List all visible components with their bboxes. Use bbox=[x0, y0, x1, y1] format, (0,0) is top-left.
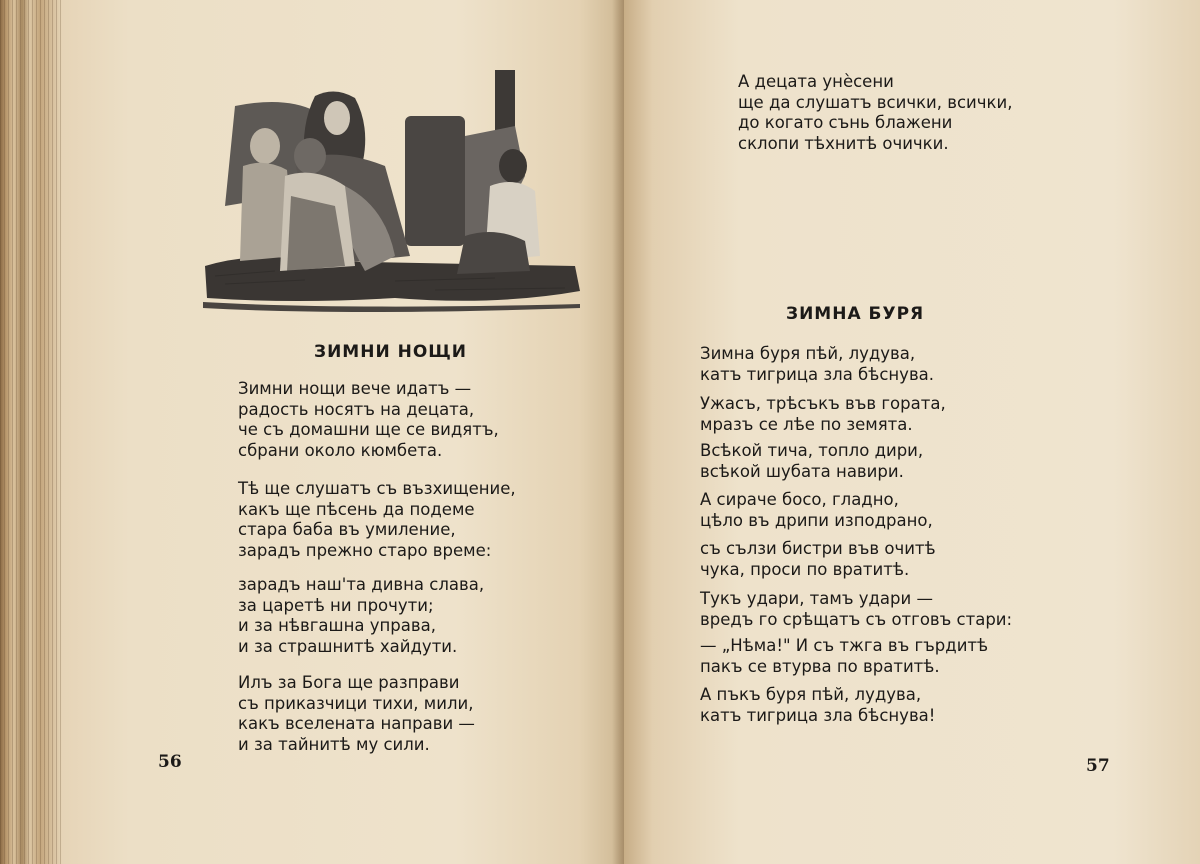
stanza bbox=[700, 539, 936, 580]
verse-line: и за тайнитѣ му сили. bbox=[238, 734, 430, 754]
verse-line: пакъ се втурва по вратитѣ. bbox=[700, 656, 940, 676]
verse-line: радость носятъ на децата, bbox=[238, 399, 475, 419]
left-page bbox=[62, 0, 624, 864]
verse-line: стара баба въ умиление, bbox=[238, 520, 456, 539]
verse-line: сбрани около кюмбета. bbox=[238, 440, 443, 460]
page-edges bbox=[0, 0, 62, 864]
verse-line: Тѣ ще слушатъ съ възхищение, bbox=[238, 479, 516, 498]
woodcut-illustration bbox=[195, 66, 585, 330]
stanza bbox=[700, 344, 934, 385]
verse-line: за царетѣ ни прочути; bbox=[238, 595, 434, 615]
verse-line: зарадъ наш'та дивна слава, bbox=[238, 575, 485, 594]
poem-title-left: ЗИМНИ НОЩИ bbox=[314, 342, 468, 362]
stanza bbox=[238, 379, 499, 461]
verse-line: съ сълзи бистри във очитѣ bbox=[700, 539, 936, 558]
poem-title-right: ЗИМНА БУРЯ bbox=[786, 304, 925, 324]
verse-line: какъ ще пѣсень да подеме bbox=[238, 499, 475, 519]
verse-line: Зимни нощи вече идатъ — bbox=[238, 379, 472, 398]
right-page bbox=[624, 0, 1200, 864]
verse-line: до когато сънь блажени bbox=[738, 113, 953, 132]
verse-line: катъ тигрица зла бѣснува! bbox=[700, 705, 936, 725]
stanza bbox=[238, 673, 475, 755]
verse-line: съ приказчици тихи, мили, bbox=[238, 693, 474, 713]
verse-line: катъ тигрица зла бѣснува. bbox=[700, 364, 935, 384]
verse-line: А децата унѐсени bbox=[738, 72, 894, 91]
verse-line: мразъ се лѣе по земята. bbox=[700, 414, 913, 434]
verse-line: Зимна буря пѣй, лудува, bbox=[700, 344, 916, 363]
stanza bbox=[238, 479, 516, 561]
page-number-left: 56 bbox=[158, 752, 182, 772]
stanza bbox=[238, 575, 484, 657]
verse-line: Тукъ удари, тамъ удари — bbox=[700, 589, 933, 608]
stanza bbox=[700, 636, 988, 677]
stanza bbox=[700, 685, 935, 726]
verse-line: ще да слушатъ всички, всички, bbox=[738, 92, 1013, 112]
verse-line: склопи тѣхнитѣ очички. bbox=[738, 133, 949, 153]
stanza bbox=[700, 441, 923, 482]
stanza bbox=[700, 394, 946, 435]
verse-line: какъ вселената направи — bbox=[238, 714, 475, 733]
verse-line: Илъ за Бога ще разправи bbox=[238, 673, 460, 692]
verse-line: всѣкой шубата навири. bbox=[700, 461, 904, 481]
verse-line: чука, проси по вратитѣ. bbox=[700, 559, 910, 579]
verse-line: зарадъ прежно старо време: bbox=[238, 540, 492, 560]
verse-line: вредъ го срѣщатъ съ отговъ стари: bbox=[700, 609, 1013, 629]
stanza bbox=[700, 589, 1012, 630]
verse-line: — „Нѣма!" И съ тжга въ гърдитѣ bbox=[700, 636, 989, 655]
verse-line: че съ домашни ще се видятъ, bbox=[238, 420, 499, 439]
verse-line: и за страшнитѣ хайдути. bbox=[238, 636, 458, 656]
verse-line: Ужасъ, трѣсъкъ във гората, bbox=[700, 394, 946, 413]
verse-line: и за нѣвгашна управа, bbox=[238, 616, 436, 635]
page-number-right: 57 bbox=[1086, 756, 1110, 776]
verse-line: цѣло въ дрипи изподрано, bbox=[700, 510, 933, 530]
verse-line: А сираче босо, гладно, bbox=[700, 490, 899, 509]
verse-line: А пъкъ буря пѣй, лудува, bbox=[700, 685, 922, 704]
stanza bbox=[700, 490, 933, 531]
stanza-continuation bbox=[738, 72, 1012, 154]
verse-line: Всѣкой тича, топло дири, bbox=[700, 441, 924, 460]
